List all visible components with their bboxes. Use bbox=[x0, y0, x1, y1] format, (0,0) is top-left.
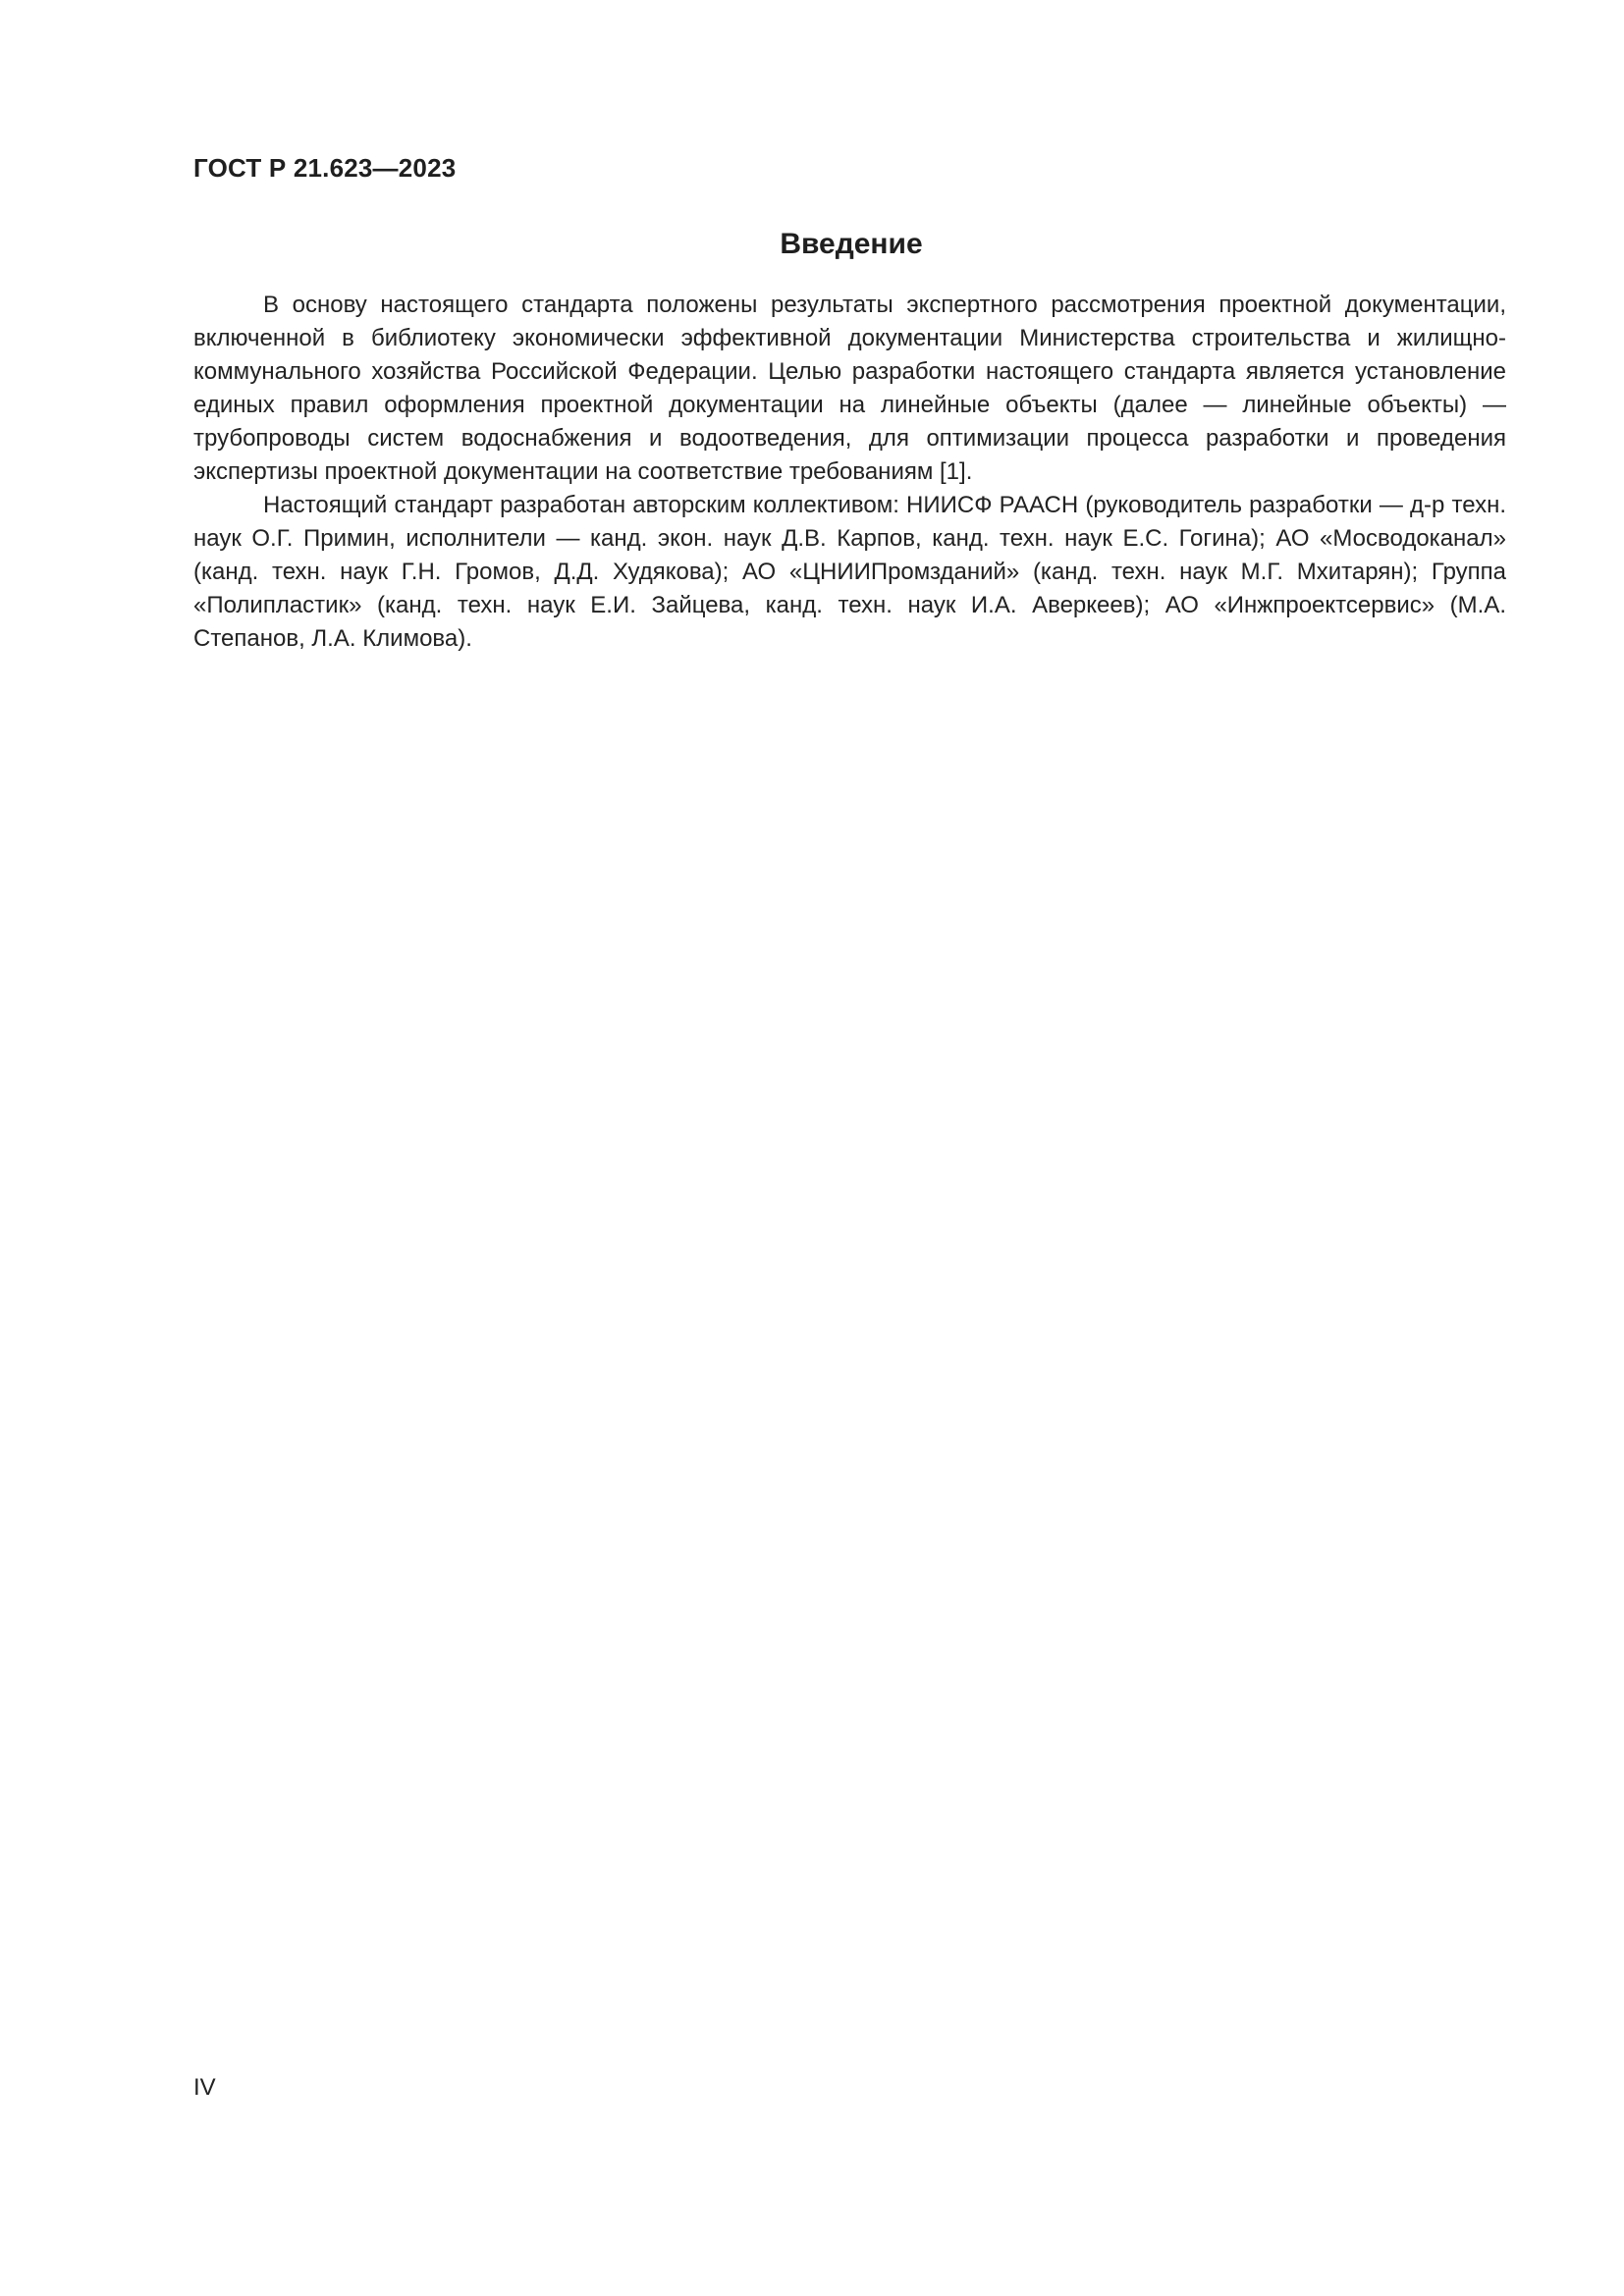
paragraph-authors: Настоящий стандарт разработан авторским коллективом: НИИСФ РААСН (руководитель разработки — д-р техн. наук О.Г. Примин, исполнители — канд. экон. наук Д.В. Карпов, канд. техн. наук Е.С. Гогина); АО «Мосводоканал» (канд. техн. наук Г.Н. Громов, Д.Д. Худякова); АО «ЦНИИПромзданий» (канд. техн. наук М.Г. Мхитарян); Группа «Полипластик» (канд. техн. наук Е.И. Зайцева, канд. техн. наук И.А. Аверкеев); АО «Инжпроектсервис» (М.А. Степанов, Л.А. Климова). bbox=[193, 492, 1506, 652]
page-number: IV bbox=[193, 2074, 216, 2101]
section-title: Введение bbox=[780, 228, 923, 260]
paragraph-purpose: В основу настоящего стандарта положены результаты экспертного рассмотрения проектной документации, включенной в библиотеку экономически эффективной документации Министерства строительства и жилищно-коммунального хозяйства Российской Федерации. Целью разработки настоящего стандарта является установление единых правил оформления проектной документации на линейные объекты (далее — линейные объекты) — трубопроводы систем водоснабжения и водоотведения, для оптимизации процесса разработки и проведения экспертизы проектной документации на соответствие требованиям [1]. bbox=[193, 292, 1506, 485]
section-body bbox=[193, 289, 1506, 656]
document-code-header: ГОСТ Р 21.623—2023 bbox=[193, 153, 457, 183]
